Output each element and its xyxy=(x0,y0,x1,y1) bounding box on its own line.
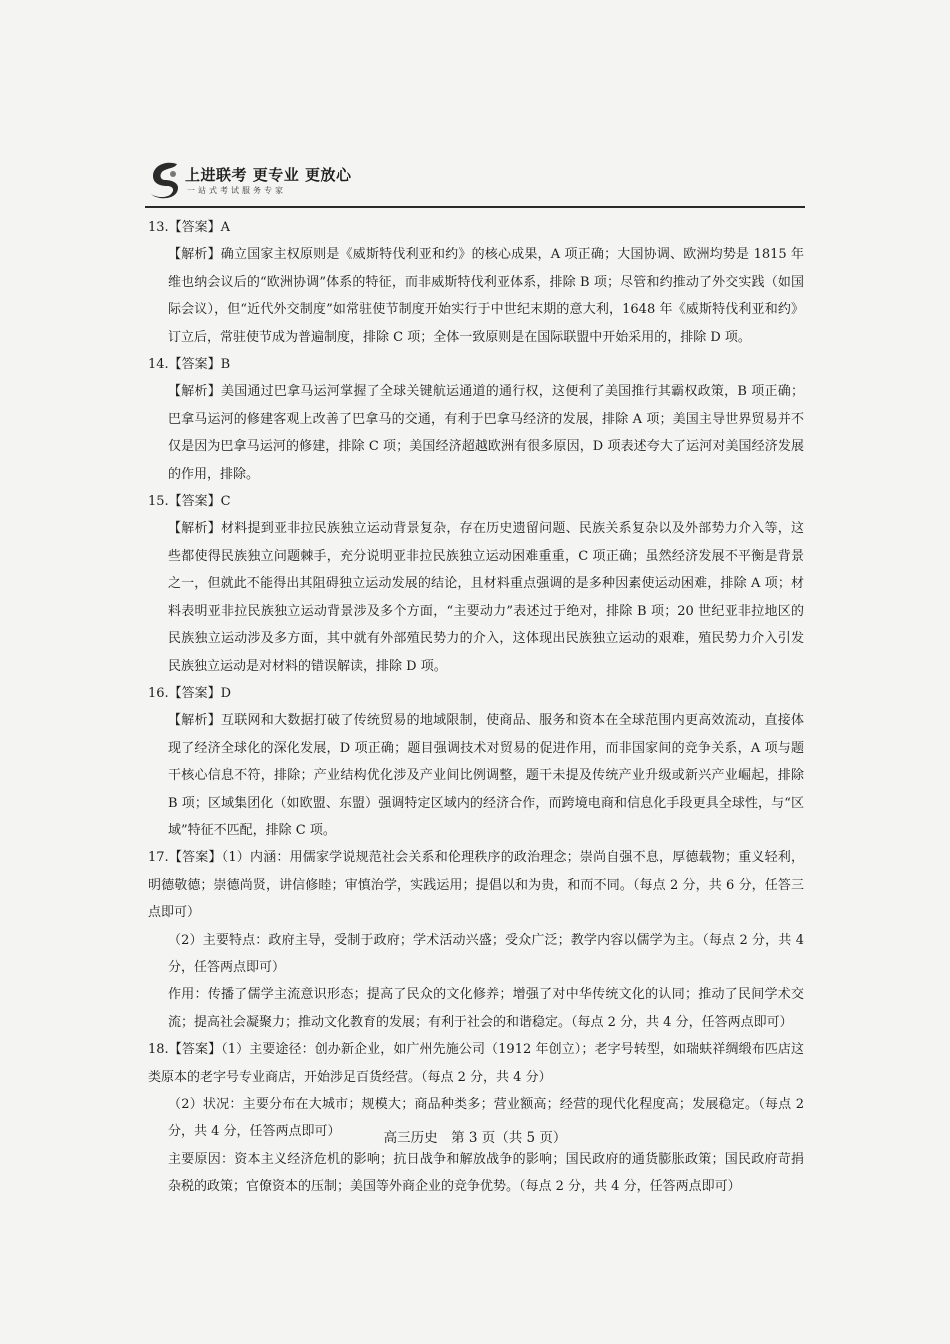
q15-analysis: 【解析】材料提到亚非拉民族独立运动背景复杂，存在历史遗留问题、民族关系复杂以及外部势力介入等，这些都使得民族独立问题棘手，充分说明亚非拉民族独立运动困难重重，C 项正确；虽然经济发展不平衡是背景之一，但就此不能得出其阻碍独立运动发展的结论，且材料重点强调的是多种因素使运动困难，排除 A 项；材料表明亚非拉民族独立运动背景涉及多个方面，“主要动力”表述过于绝对，排除 B 项；20 世纪亚非拉地区的民族独立运动涉及多方面，其中就有外部殖民势力的介入，这体现出民族独立运动的艰难，殖民势力介入引发民族独立运动是对材料的错误解读，排除 D 项。 xyxy=(168,521,804,674)
brand-slogan: 上进联考 更专业 更放心 xyxy=(185,166,352,184)
page-header xyxy=(145,158,805,208)
q13-answer: 13.【答案】A xyxy=(148,220,231,235)
brand-tagline: 一站式考试服务专家 xyxy=(187,186,286,195)
q16-analysis: 【解析】互联网和大数据打破了传统贸易的地域限制，使商品、服务和资本在全球范围内更高效流动，直接体现了经济全球化的深化发展，D 项正确；题目强调技术对贸易的促进作用，而非国家间的竞争关系，A 项与题干核心信息不符，排除；产业结构优化涉及产业间比例调整，题干未提及传统产业升级或新兴产业崛起，排除 B 项；区域集团化（如欧盟、东盟）强调特定区域内的经济合作，而跨境电商和信息化手段更具全球性，与“区域”特征不匹配，排除 C 项。 xyxy=(168,713,804,838)
q18-answer-part3: 主要原因：资本主义经济危机的影响；抗日战争和解放战争的影响；国民政府的通货膨胀政策；国民政府苛捐杂税的政策；官僚资本的压制；美国等外商企业的竞争优势。（每点 2 分，共 4 分，任答两点即可） xyxy=(168,1151,804,1195)
answer-content xyxy=(148,214,804,1201)
q17-answer-part2: （2）主要特点：政府主导，受制于政府；学术活动兴盛；受众广泛；教学内容以儒学为主。（每点 2 分，共 4 分，任答两点即可） xyxy=(168,932,804,975)
q16-answer: 16.【答案】D xyxy=(148,685,232,701)
q18-answer-part2: （2）状况：主要分布在大城市；规模大；商品种类多；营业额高；经营的现代化程度高；发展稳定。（每点 2 分，共 4 分，任答两点即可） xyxy=(168,1097,804,1140)
q13-analysis: 【解析】确立国家主权原则是《威斯特伐利亚和约》的核心成果，A 项正确；大国协调、欧洲均势是 1815 年维也纳会议后的“欧洲协调”体系的特征，而非威斯特伐利亚体系，排除 B 项；尽管和约推动了外交实践（如国际会议），但“近代外交制度”如常驻使节制度开始实行于中世纪末期的意大利，1648 年《威斯特伐利亚和约》订立后，常驻使节成为普遍制度，排除 C 项；全体一致原则是在国际联盟中开始采用的，排除 D 项。 xyxy=(168,247,804,345)
q14-analysis: 【解析】美国通过巴拿马运河掌握了全球关键航运通道的通行权，这便利了美国推行其霸权政策，B 项正确；巴拿马运河的修建客观上改善了巴拿马的交通，有利于巴拿马经济的发展，排除 A 项；美国主导世界贸易并不仅是因为巴拿马运河的修建，排除 C 项；美国经济超越欧洲有很多原因，D 项表述夸大了运河对美国经济发展的作用，排除。 xyxy=(168,384,804,482)
q14-answer: 14.【答案】B xyxy=(148,357,231,373)
q17-answer-part1: 17.【答案】（1）内涵：用儒家学说规范社会关系和伦理秩序的政治理念；崇尚自强不息，厚德载物；重义轻利，明德敬德；崇德尚贤，讲信修睦；审慎治学，实践运用；提倡以和为贵，和而不同。（每点 2 分，共 6 分，任答三点即可） xyxy=(148,850,804,921)
q17-answer-part3: 作用：传播了儒学主流意识形态；提高了民众的文化修养；增强了对中华传统文化的认同；推动了民间学术交流；提高社会凝聚力；推动文化教育的发展；有利于社会的和谐稳定。（每点 2 分，共 4 分，任答两点即可） xyxy=(168,987,804,1030)
page-footer: 高三历史 第 3 页（共 5 页） xyxy=(383,1130,567,1146)
q15-answer: 15.【答案】C xyxy=(148,494,231,510)
q18-answer-part1: 18.【答案】（1）主要途径：创办新企业，如广州先施公司（1912 年创立）；老字号转型，如瑞蚨祥绸缎布匹店这类原本的老字号专业商店，开始涉足百货经营。（每点 2 分，共 4 分） xyxy=(148,1042,804,1085)
brand-logo-icon xyxy=(147,158,183,200)
